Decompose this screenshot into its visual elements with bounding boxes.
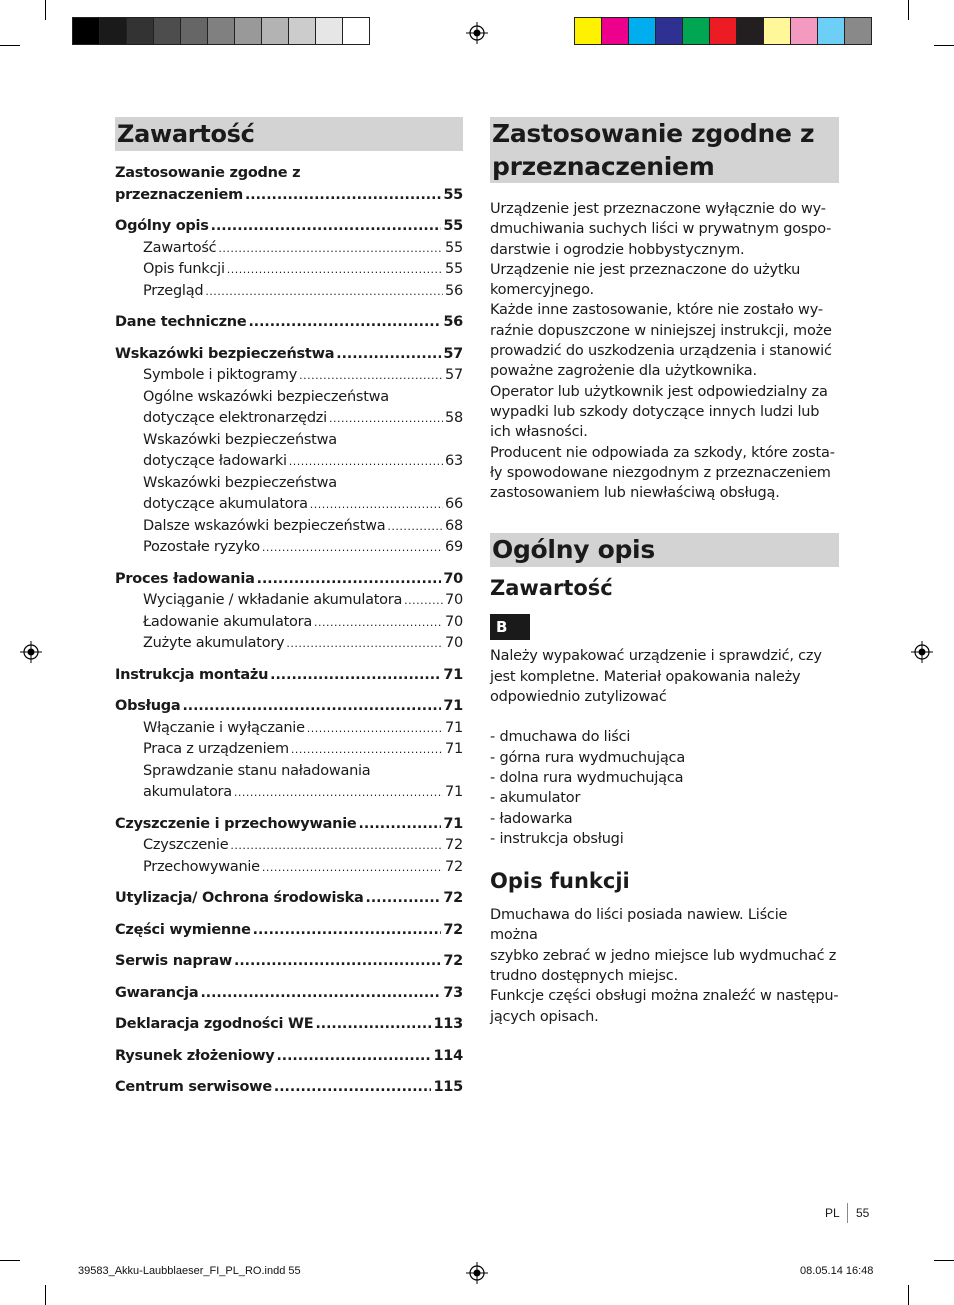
toc-entry-label: Symbole i piktogramy (143, 367, 298, 383)
toc-page-number: 55 (443, 186, 463, 203)
toc-entry-label: Przegląd (143, 282, 204, 299)
text-line: wypadki lub szkody dotyczące innych ludzi lub (490, 403, 820, 420)
toc-page-number: 114 (433, 1047, 463, 1064)
function-subtitle: Opis funkcji (490, 869, 630, 894)
toc-group (115, 983, 463, 1005)
list-item: - instrukcja obsługi (490, 830, 624, 847)
dot-leader (205, 281, 443, 303)
toc-group (115, 888, 463, 910)
toc-page-number: 73 (443, 984, 463, 1001)
text-line: odpowiednio zutylizować (490, 689, 667, 706)
toc-page-number: 68 (445, 517, 463, 534)
toc-main-entry[interactable] (115, 951, 463, 973)
color-swatch (342, 17, 370, 45)
list-item: - akumulator (490, 790, 581, 807)
text-line: poważne zagrożenie dla użytkownika. (490, 363, 757, 380)
dot-leader (257, 569, 442, 591)
toc-page-number: 57 (443, 345, 463, 362)
toc-page-number: 57 (445, 367, 463, 383)
toc-entry-label: Dalsze wskazówki bezpieczeństwa (143, 517, 386, 534)
function-text (490, 905, 839, 1027)
toc-entry-label: Czyszczenie (143, 837, 229, 853)
toc-main-entry[interactable] (115, 312, 463, 334)
dot-leader (291, 739, 443, 761)
color-swatch (736, 17, 764, 45)
color-swatch (655, 17, 683, 45)
text-line: Należy wypakować urządzenie i sprawdzić, czy (490, 648, 822, 665)
toc-page-number: 115 (433, 1079, 463, 1095)
dot-leader (276, 1046, 431, 1068)
text-line: Operator lub użytkownik jest odpowiedzialny za (490, 383, 828, 400)
toc-page-number: 63 (445, 453, 463, 469)
toc-group (115, 163, 463, 206)
list-item: - dolna rura wydmuchująca (490, 769, 684, 786)
contents-intro (490, 646, 839, 707)
toc-entry-label: Ogólne wskazówki bezpieczeństwa (143, 388, 389, 405)
toc-entry-label: Deklaracja zgodności WE (115, 1016, 314, 1032)
toc-group (115, 951, 463, 973)
text-line: Producent nie odpowiada za szkody, które zosta- (490, 444, 835, 461)
toc-main-entry[interactable] (115, 1077, 463, 1099)
toc-main-entry[interactable] (115, 665, 463, 687)
toc-page-number: 58 (445, 410, 463, 426)
toc-page-number: 70 (445, 613, 463, 630)
toc-entry-label: Pozostałe ryzyko (143, 539, 260, 555)
dot-leader (314, 612, 443, 634)
toc-page-number: 55 (443, 218, 463, 234)
color-swatch (207, 17, 235, 45)
toc-page-number: 70 (445, 635, 463, 651)
toc-entry-label: Wskazówki bezpieczeństwa (143, 474, 337, 491)
toc-sub-entry[interactable] (115, 516, 463, 538)
registration-mark-icon (911, 641, 933, 663)
toc-entry-label: Ładowanie akumulatora (143, 613, 313, 630)
color-swatch (682, 17, 710, 45)
dot-leader (307, 718, 443, 740)
text-line: darstwie i ogrodzie hobbystycznym. (490, 241, 745, 258)
dot-leader (286, 633, 443, 655)
text-line: Urządzenie nie jest przeznaczone do użytku (490, 261, 801, 278)
footer-page-number: 55 (856, 1206, 870, 1220)
dot-leader (289, 451, 443, 473)
toc-group (115, 1014, 463, 1036)
text-line: ich własności. (490, 424, 588, 441)
dot-leader (200, 983, 441, 1005)
toc-group (115, 665, 463, 687)
color-swatch (72, 17, 100, 45)
toc-page-number: 72 (443, 953, 463, 969)
toc-entry-label: Rysunek złożeniowy (115, 1047, 275, 1064)
text-line: zastosowaniem lub niewłaściwą obsługą. (490, 485, 780, 502)
color-swatch (601, 17, 629, 45)
text-line: Każde inne zastosowanie, które nie zostało wy- (490, 302, 823, 319)
color-swatch (126, 17, 154, 45)
text-line: komercyjnego. (490, 282, 594, 299)
toc-main-entry[interactable] (115, 344, 463, 366)
process-color-bar (574, 17, 871, 45)
toc-sub-entry[interactable] (115, 365, 463, 387)
intended-use-text (490, 199, 839, 503)
toc-sub-entry[interactable] (115, 612, 463, 634)
toc-group (115, 312, 463, 334)
toc-entry-label: dotyczące elektronarzędzi (143, 410, 327, 426)
toc-page-number: 69 (445, 539, 463, 555)
text-line: jest kompletne. Materiał opakowania należy (490, 668, 801, 685)
text-line: Urządzenie jest przeznaczone wyłącznie do wy- (490, 201, 826, 217)
general-description-title: Ogólny opis (490, 533, 839, 567)
toc-page-number: 70 (445, 592, 463, 608)
gray-color-bar (72, 17, 369, 45)
text-line: szybko zebrać w jedno miejsce lub wydmuchać z (490, 947, 837, 964)
toc-entry-label: Proces ładowania (115, 570, 255, 587)
list-item: - dmuchawa do liści (490, 729, 631, 746)
toc-entry-label: Centrum serwisowe (115, 1079, 272, 1095)
toc-group (115, 696, 463, 804)
color-swatch (628, 17, 656, 45)
toc-sub-entry[interactable] (115, 238, 463, 260)
toc-page-number: 71 (443, 815, 463, 832)
toc-entry-label: dotyczące ładowarki (143, 453, 287, 469)
toc-page-number: 72 (443, 921, 463, 938)
toc-entry-label: Włączanie i wyłączanie (143, 719, 305, 736)
color-swatch (574, 17, 602, 45)
table-of-contents (115, 117, 463, 1109)
toc-title: Zawartość (115, 117, 463, 151)
color-swatch (288, 17, 316, 45)
toc-page-number: 66 (445, 496, 463, 512)
toc-main-entry[interactable] (115, 569, 463, 591)
toc-entry-label: Ogólny opis (115, 218, 209, 234)
dot-leader (299, 365, 443, 387)
dot-leader (211, 216, 442, 238)
toc-sub-entry[interactable] (115, 281, 463, 303)
dot-leader (230, 835, 443, 857)
toc-page-number: 71 (445, 741, 463, 757)
toc-page-number: 113 (433, 1016, 463, 1032)
toc-page-number: 55 (445, 239, 463, 256)
toc-main-entry[interactable] (115, 185, 463, 207)
dot-leader (245, 185, 441, 207)
contents-list (490, 727, 839, 849)
toc-sub-entry[interactable] (115, 718, 463, 740)
color-swatch (315, 17, 343, 45)
text-line: Funkcje części obsługi można znaleźć w następu- (490, 988, 839, 1005)
toc-group (115, 920, 463, 942)
toc-group (115, 344, 463, 559)
toc-main-entry[interactable] (115, 1014, 463, 1036)
color-swatch (844, 17, 872, 45)
toc-entry-label: Serwis napraw (115, 953, 233, 969)
footer-divider (847, 1203, 848, 1223)
dot-leader (227, 259, 443, 281)
dot-leader (315, 1014, 431, 1036)
toc-sub-entry[interactable] (115, 494, 463, 516)
color-swatch (180, 17, 208, 45)
toc-list (115, 163, 463, 1099)
dot-leader (262, 857, 443, 879)
toc-entry-label: Praca z urządzeniem (143, 741, 289, 757)
toc-page-number: 56 (445, 282, 463, 299)
toc-group (115, 569, 463, 655)
toc-page-number: 72 (443, 890, 463, 906)
contents-subtitle: Zawartość (490, 576, 613, 601)
toc-page-number: 71 (445, 719, 463, 736)
text-line: dmuchiwania suchych liści w prywatnym gospo- (490, 221, 832, 238)
toc-main-entry[interactable] (115, 696, 463, 718)
toc-entry-label: Zawartość (143, 239, 217, 256)
toc-page-number: 70 (443, 570, 463, 587)
dot-leader (404, 590, 443, 612)
registration-mark-icon (466, 22, 488, 44)
list-item: - ładowarka (490, 810, 573, 827)
toc-entry-label: Sprawdzanie stanu naładowania (143, 762, 371, 779)
toc-entry-label: Gwarancja (115, 984, 199, 1001)
color-swatch (790, 17, 818, 45)
toc-page-number: 72 (445, 837, 463, 853)
toc-group (115, 814, 463, 879)
toc-sub-entry[interactable] (115, 451, 463, 473)
dot-leader (218, 238, 443, 260)
intended-use-title: Zastosowanie zgodne z przeznaczeniem (490, 117, 839, 183)
text-line: jących opisach. (490, 1008, 599, 1025)
toc-main-entry[interactable] (115, 920, 463, 942)
toc-entry-label: Utylizacja/ Ochrona środowiska (115, 890, 364, 906)
text-line: prowadzić do uszkodzenia urządzenia i stanowić (490, 343, 832, 360)
color-swatch (709, 17, 737, 45)
color-swatch (153, 17, 181, 45)
toc-sub-entry[interactable] (115, 590, 463, 612)
list-item: - górna rura wydmuchująca (490, 749, 685, 766)
toc-sub-entry[interactable] (115, 537, 463, 559)
color-swatch (234, 17, 262, 45)
toc-page-number: 71 (443, 666, 463, 683)
slug-timestamp: 08.05.14 16:48 (800, 1265, 874, 1277)
registration-mark-icon (20, 641, 42, 663)
toc-sub-entry[interactable] (115, 835, 463, 857)
toc-page-number: 56 (443, 314, 463, 330)
toc-main-entry[interactable] (115, 814, 463, 836)
text-line: raźnie dopuszczone w niniejszej instrukcji, może (490, 322, 832, 339)
dot-leader (366, 888, 442, 910)
color-swatch (261, 17, 289, 45)
color-swatch (817, 17, 845, 45)
toc-group (115, 1077, 463, 1099)
dot-leader (253, 920, 442, 942)
dot-leader (359, 814, 442, 836)
toc-sub-entry[interactable] (115, 633, 463, 655)
color-swatch (99, 17, 127, 45)
toc-sub-entry[interactable] (115, 857, 463, 879)
dot-leader (270, 665, 441, 687)
toc-entry-label: przeznaczeniem (115, 186, 243, 203)
text-line: trudno dostępnych miejsc. (490, 968, 678, 985)
content-column (490, 117, 839, 1027)
toc-page-number: 71 (445, 784, 463, 800)
toc-page-number: 71 (443, 698, 463, 714)
toc-main-entry[interactable] (115, 216, 463, 238)
slug-filename: 39583_Akku-Laubblaeser_FI_PL_RO.indd 55 (78, 1265, 301, 1277)
dot-leader (336, 344, 441, 366)
text-line: Dmuchawa do liści posiada nawiew. Liście można (490, 907, 788, 944)
toc-entry-label: akumulatora (143, 784, 232, 800)
toc-entry-label: Wskazówki bezpieczeństwa (143, 431, 337, 448)
toc-group (115, 1046, 463, 1068)
toc-sub-entry[interactable] (115, 408, 463, 430)
toc-page-number: 72 (445, 858, 463, 875)
toc-main-entry[interactable] (115, 888, 463, 910)
dot-leader (262, 537, 443, 559)
toc-sub-entry[interactable] (115, 782, 463, 804)
toc-main-entry[interactable] (115, 1046, 463, 1068)
toc-entry-label: Instrukcja montażu (115, 666, 269, 683)
toc-group (115, 216, 463, 302)
text-line: ły spowodowane niezgodnym z przeznaczeniem (490, 464, 831, 481)
dot-leader (182, 696, 441, 718)
dot-leader (234, 782, 443, 804)
toc-main-entry[interactable] (115, 983, 463, 1005)
toc-entry-label: Wskazówki bezpieczeństwa (115, 345, 335, 362)
registration-mark-icon (466, 1262, 488, 1284)
toc-entry-label: dotyczące akumulatora (143, 496, 308, 512)
figure-badge: B (490, 614, 530, 640)
dot-leader (274, 1077, 432, 1099)
toc-entry-label: Zużyte akumulatory (143, 635, 285, 651)
dot-leader (234, 951, 441, 973)
toc-entry-label: Obsługa (115, 698, 181, 714)
dot-leader (329, 408, 443, 430)
dot-leader (248, 312, 441, 334)
color-swatch (763, 17, 791, 45)
toc-entry-label: Zastosowanie zgodne z (115, 165, 301, 181)
toc-sub-entry[interactable] (115, 259, 463, 281)
dot-leader (387, 516, 443, 538)
toc-entry-label: Dane techniczne (115, 314, 247, 330)
footer-language: PL (825, 1206, 840, 1220)
toc-sub-entry[interactable] (115, 739, 463, 761)
toc-page-number: 55 (445, 261, 463, 277)
toc-entry-label: Opis funkcji (143, 261, 225, 277)
toc-entry-label: Przechowywanie (143, 858, 260, 875)
toc-entry-label: Części wymienne (115, 921, 251, 938)
toc-entry-label: Wyciąganie / wkładanie akumulatora (143, 592, 403, 608)
dot-leader (310, 494, 443, 516)
toc-entry-label: Czyszczenie i przechowywanie (115, 815, 357, 832)
